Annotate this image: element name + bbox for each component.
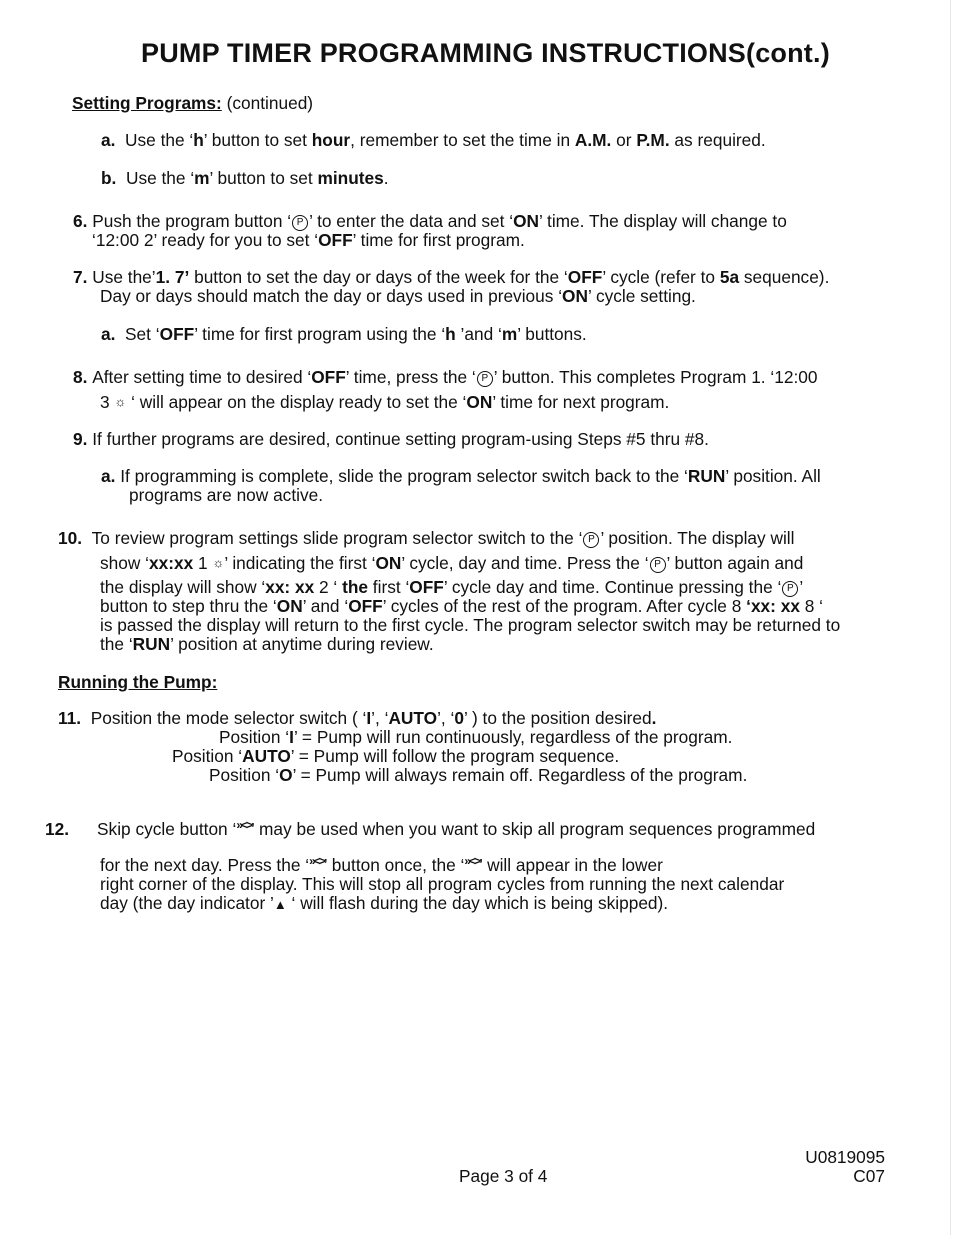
page-title: PUMP TIMER PROGRAMMING INSTRUCTIONS(cont.) [141, 38, 830, 68]
program-button-icon: P [650, 557, 666, 573]
program-button-icon: P [583, 532, 599, 548]
setting-programs-heading: Setting Programs: (continued) [72, 93, 314, 113]
step-7: 7. Use the’1. 7’ button to set the day or days of the week for the ‘OFF’ cycle (refer to 5a sequence). Day or days should match the day or days used in previous ‘ON’ cycle setting. [73, 267, 830, 306]
skip-cycle-icon: »<> [236, 818, 252, 832]
step-8: 8. After setting time to desired ‘OFF’ time, press the ‘ P ’ button. This completes Program 1. ‘12:00 3 ☼ ‘ will appear on the display ready to set the ‘ON’ time for next program. [73, 367, 818, 412]
step-9a: a. If programming is complete, slide the program selector switch back to the ‘RUN’ position. All programs are now active. [101, 466, 821, 505]
step-9: 9. If further programs are desired, continue setting program-using Steps #5 thru #8. [73, 429, 709, 449]
program-button-icon: P [477, 371, 493, 387]
step-a-hour: a. Use the ‘h’ button to set hour, remember to set the time in A.M. or P.M. as required. [101, 130, 766, 150]
skip-cycle-icon: »<> [464, 854, 480, 868]
skip-cycle-icon: »<> [309, 854, 324, 868]
step-12: 12. Skip cycle button ‘»<>’ may be used when you want to skip all program sequences programmed for the next day. Press the ‘»<>’ button once, the ‘»<>’ will appear in the lower right corner of the display. This will stop all program cycles from running the next calendar day (the day indicator ’▲ ‘ will flash during the day which is being skipped). [45, 818, 816, 913]
program-button-icon: P [782, 581, 798, 597]
step-6: 6. Push the program button ‘ P ’ to enter the data and set ‘ON’ time. The display will change to ‘12:00 2’ ready for you to set ‘OFF’ time for first program. [73, 211, 787, 250]
sun-icon: ☼ [114, 394, 127, 409]
page-edge-line [950, 0, 951, 1235]
day-indicator-icon: ▲ [273, 897, 287, 912]
program-button-icon: P [292, 215, 308, 231]
doc-revision: C07 [853, 1166, 885, 1186]
position-auto: Position ‘AUTO’ = Pump will follow the program sequence. [172, 746, 620, 766]
step-11: 11. Position the mode selector switch ( ‘I’, ‘AUTO’, ‘0’ ) to the position desired. [58, 708, 657, 728]
running-pump-heading: Running the Pump: [58, 672, 218, 692]
sun-icon: ☼ [212, 555, 225, 570]
step-10: 10. To review program settings slide program selector switch to the ‘ P ’ position. The display will show ‘xx:xx 1 ☼’ indicating the first ‘ON’ cycle, day and time. Press the ‘ P ’ button again and the display will show ‘xx: xx 2 ‘ the first ‘OFF’ cycle day and time. Continue pressing the ‘ P ’ button to step thru the ‘ON’ and ‘OFF’ cycles of the rest of the program. After cycle 8 ‘xx: xx 8 ‘ is passed the display will return to the first cycle. The program selector switch may be returned to the ‘RUN’ position at anytime during review. [58, 528, 841, 654]
page-number: Page 3 of 4 [459, 1166, 548, 1186]
step-7a: a. Set ‘OFF’ time for first program using the ‘h ’and ‘m’ buttons. [101, 324, 587, 344]
position-i: Position ‘I’ = Pump will run continuously, regardless of the program. [219, 727, 733, 747]
step-b-minutes: b. Use the ‘m’ button to set minutes. [101, 168, 389, 188]
doc-code: U0819095 [805, 1147, 885, 1167]
position-o: Position ‘O’ = Pump will always remain off. Regardless of the program. [209, 765, 748, 785]
